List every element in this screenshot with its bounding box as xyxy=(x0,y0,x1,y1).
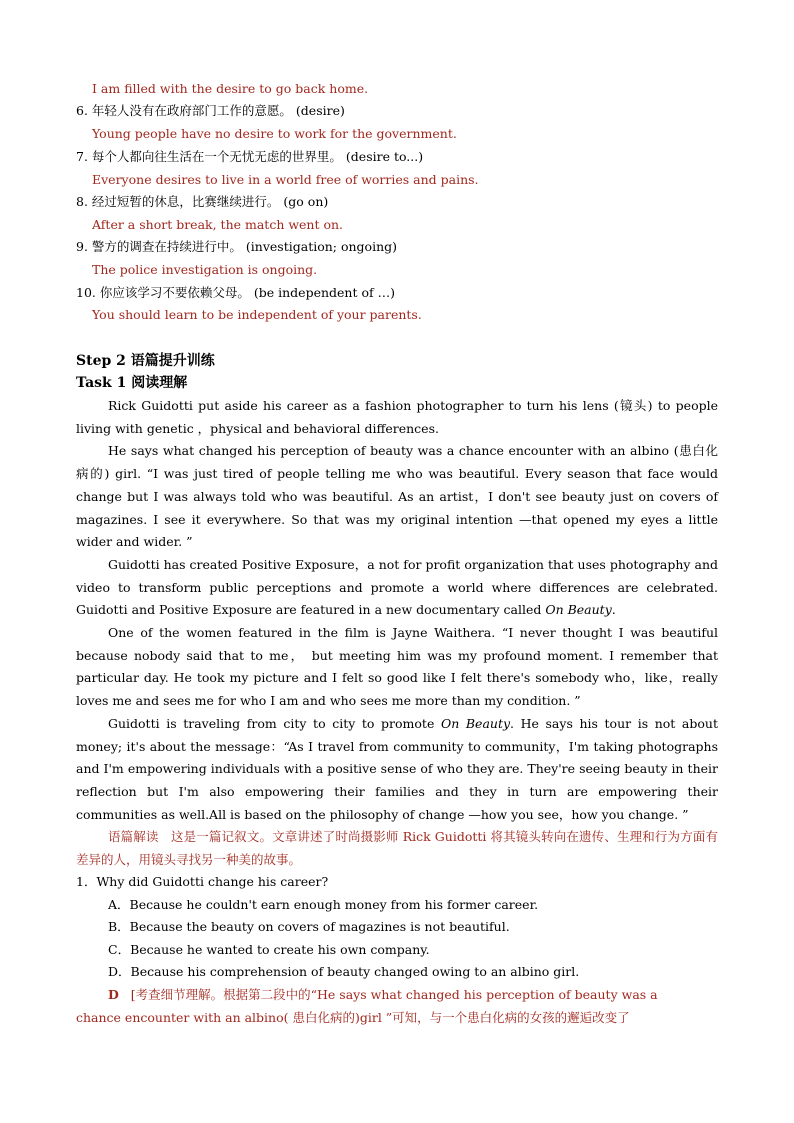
answer-6: Young people have no desire to work for the government. xyxy=(92,126,457,141)
question-1-stem: 1．Why did Guidotti change his career? xyxy=(76,874,329,889)
answer-8: After a short break, the match went on. xyxy=(92,217,344,232)
option-a: A．Because he couldn't earn enough money from his former career. xyxy=(108,897,539,912)
answer-9: The police investigation is ongoing. xyxy=(92,262,318,277)
answer-7: Everyone desires to live in a world free of worries and pains. xyxy=(92,172,479,187)
answer-10: You should learn to be independent of your parents. xyxy=(92,307,422,322)
item-7: 7. 每个人都向往生活在一个无忧无虑的世界里。 (desire to...) xyxy=(76,149,424,164)
passage-paragraph-3: Guidotti has created Positive Exposure，a not for profit organization that uses photography and video to transform public perceptions and promote a world where differences are celebrated. Guidotti and Positive Exposure are featured in a new documentary called On Beauty. xyxy=(76,556,718,618)
item-6: 6. 年轻人没有在政府部门工作的意愿。 (desire) xyxy=(76,103,345,118)
passage-paragraph-5: Guidotti is traveling from city to city to promote On Beauty. He says his tour is not about money; it's about the message：“As I travel from community to community，I'm taking photographs and I'm empowering individuals with a positive sense of who they are. They're seeing beauty in their reflection but I'm also empowering their families and they in turn are empowering their communities as well.All is based on the philosophy of change —how you see，how you change. ” xyxy=(76,715,718,822)
passage-paragraph-4: One of the women featured in the film is Jayne Waithera. “I never thought I was beautiful because nobody said that to me， but meeting him was my profound moment. I remember that particular day. He took my picture and I felt so good like I felt there's somebody who，like，really loves me and sees me for who I am and who sees me more than my condition. ” xyxy=(76,625,718,709)
answer-explanation-line-1: D [考查细节理解。根据第二段中的“He says what changed his perception of beauty was a xyxy=(108,987,658,1002)
analysis-label: 语篇解读 xyxy=(108,829,159,844)
task1-heading: Task 1 阅读理解 xyxy=(76,375,188,391)
step2-heading: Step 2 语篇提升训练 xyxy=(76,353,215,369)
item-10: 10. 你应该学习不要依赖父母。 (be independent of …) xyxy=(76,285,395,300)
analysis-text: 这是一篇记叙文。文章讲述了时尚摄影师 Rick Guidotti 将其镜头转向在遗传、生理和行为方面有差异的人，用镜头寻找另一种美的故事。 xyxy=(76,829,718,867)
option-b: B．Because the beauty on covers of magazines is not beautiful. xyxy=(108,919,510,934)
reading-passage xyxy=(76,395,718,826)
answer-letter: D xyxy=(108,987,119,1002)
option-d: D．Because his comprehension of beauty changed owing to an albino girl. xyxy=(108,964,580,979)
option-c: C．Because he wanted to create his own company. xyxy=(108,942,430,957)
passage-paragraph-2: He says what changed his perception of beauty was a chance encounter with an albino (患白化病的) girl. “I was just tired of people telling me who was beautiful. Every season that face would change but I was always told who was beautiful. As an artist，I don't see beauty just on covers of magazines. I see it everywhere. So that was my original intention —that opened my eyes a little wider and wider. ” xyxy=(76,443,718,550)
item-8: 8. 经过短暂的休息，比赛继续进行。 (go on) xyxy=(76,194,329,209)
passage-paragraph-1: Rick Guidotti put aside his career as a fashion photographer to turn his lens (镜头) to people living with genetic ，physical and behavioral differences. xyxy=(76,398,718,436)
answer-explanation-line-2: chance encounter with an albino( 患白化病的)girl ”可知，与一个患白化病的女孩的邂逅改变了 xyxy=(76,1010,630,1025)
passage-analysis xyxy=(76,826,718,871)
item-9: 9. 警方的调查在持续进行中。 (investigation; ongoing) xyxy=(76,239,398,254)
answer-5: I am filled with the desire to go back home. xyxy=(92,81,369,96)
